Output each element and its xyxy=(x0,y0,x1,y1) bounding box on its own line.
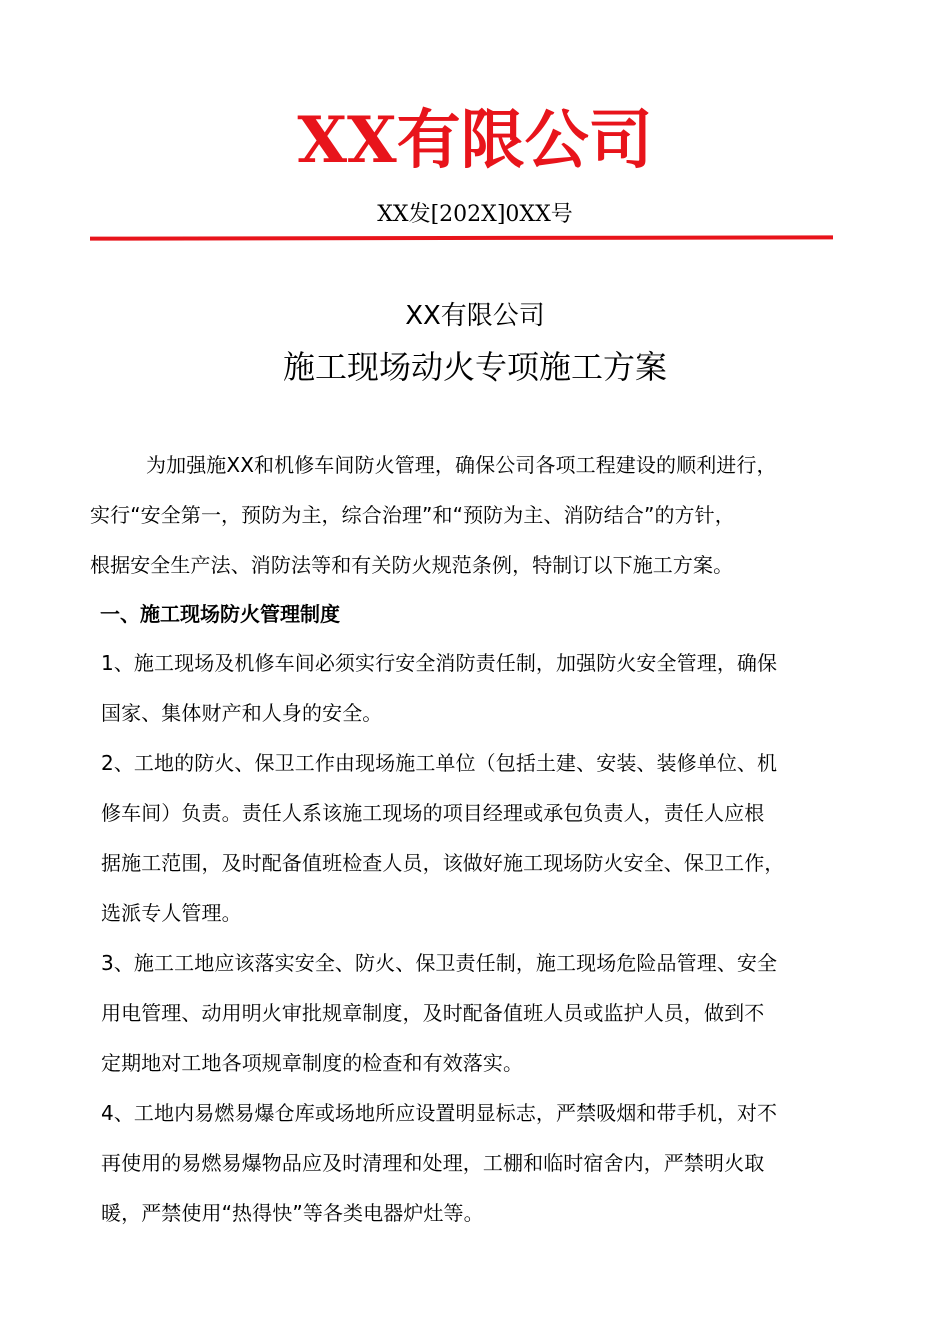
list-item-line: 再使用的易燃易爆物品应及时清理和处理，工棚和临时宿舍内，严禁明火取 xyxy=(101,1151,765,1175)
list-item-line: 国家、集体财产和人身的安全。 xyxy=(101,701,383,725)
intro-line: 实行“安全第一，预防为主，综合治理”和“预防为主、消防结合”的方针， xyxy=(90,503,735,527)
list-item xyxy=(101,738,891,938)
list-item-line: 2、工地的防火、保卫工作由现场施工单位（包括土建、安装、装修单位、机 xyxy=(101,751,778,775)
list-item-line: 1、施工现场及机修车间必须实行安全消防责任制，加强防火安全管理，确保 xyxy=(101,651,778,675)
intro-paragraph xyxy=(90,440,880,590)
list-item-line: 用电管理、动用明火审批规章制度，及时配备值班人员或监护人员，做到不 xyxy=(101,1001,765,1025)
list-item xyxy=(101,638,891,738)
list-item-line: 3、施工工地应该落实安全、防火、保卫责任制，施工现场危险品管理、安全 xyxy=(101,951,778,975)
section-heading: 一、施工现场防火管理制度 xyxy=(100,602,340,626)
list-item xyxy=(101,938,891,1088)
list-item-line: 定期地对工地各项规章制度的检查和有效落实。 xyxy=(101,1051,524,1075)
list-item-line: 4、工地内易燃易爆仓库或场地所应设置明显标志，严禁吸烟和带手机，对不 xyxy=(101,1101,778,1125)
document-number: XX发[202X]0XX号 xyxy=(377,202,573,227)
red-divider-line xyxy=(90,235,833,240)
company-header-title: XX有限公司 xyxy=(297,103,653,178)
list-item-line: 暖，严禁使用“热得快”等各类电器炉灶等。 xyxy=(101,1201,484,1225)
list-item-line: 据施工范围，及时配备值班检查人员，该做好施工现场防火安全、保卫工作， xyxy=(101,851,785,875)
intro-line: 为加强施XX和机修车间防火管理，确保公司各项工程建设的顺利进行， xyxy=(146,453,777,477)
title-company-name: XX有限公司 xyxy=(405,301,545,331)
document-title: 施工现场动火专项施工方案 xyxy=(282,348,667,386)
list-item-line: 修车间）负责。责任人系该施工现场的项目经理或承包负责人，责任人应根 xyxy=(101,801,765,825)
intro-line: 根据安全生产法、消防法等和有关防火规范条例，特制订以下施工方案。 xyxy=(90,553,734,577)
list-item-line: 选派专人管理。 xyxy=(101,901,242,925)
list-item xyxy=(101,1088,891,1238)
